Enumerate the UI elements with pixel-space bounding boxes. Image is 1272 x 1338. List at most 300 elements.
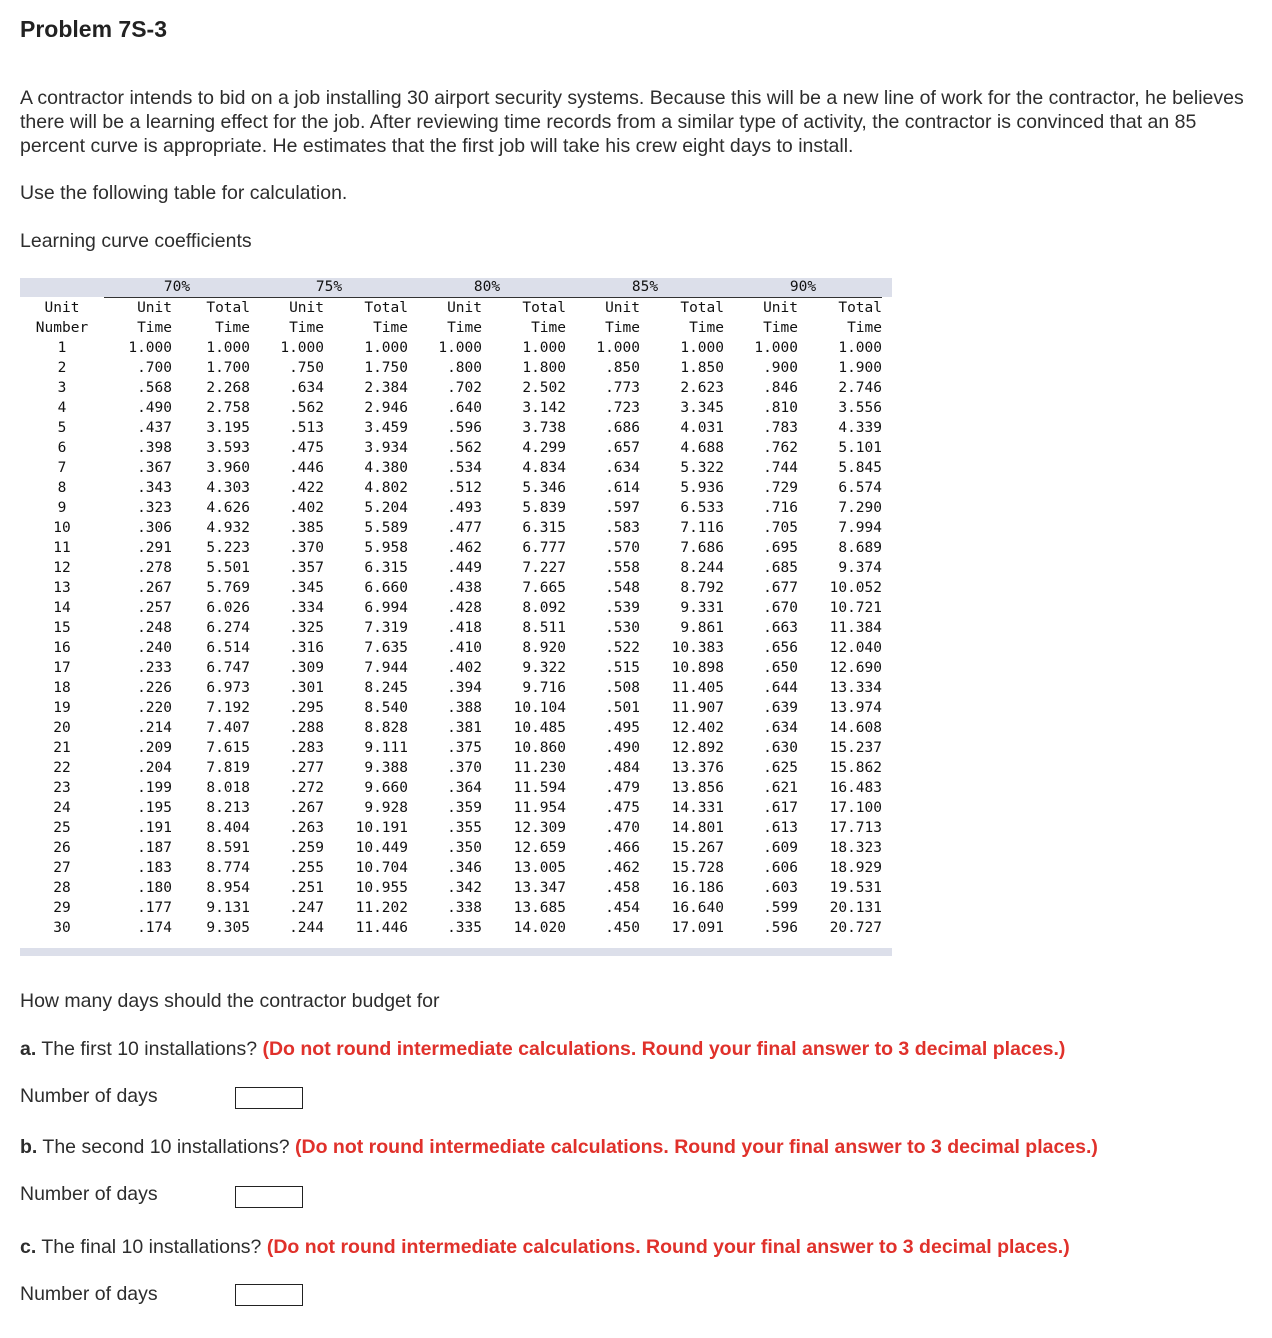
cell-total-time-75: 1.000 [364,340,408,356]
cell-unit-time-90: .639 [763,700,798,716]
table-row [20,398,882,418]
table-row [20,638,882,658]
cell-total-time-80: 4.299 [522,440,566,456]
cell-total-time-80: 10.860 [513,740,566,756]
cell-unit-time-75: .402 [289,500,324,516]
question-b-letter: b. [20,1136,38,1158]
cell-unit-time-75: .325 [289,620,324,636]
cell-unit-number: 5 [57,420,67,436]
cell-total-time-85: 16.186 [671,880,724,896]
cell-total-time-75: 6.994 [364,600,408,616]
group-header-75: 75% [250,278,408,298]
cell-unit-number: 8 [57,480,67,496]
table-row [20,598,882,618]
cell-total-time-75: 5.589 [364,520,408,536]
cell-unit-time-90: .606 [763,860,798,876]
table-row [20,818,882,838]
cell-total-time-75: 4.380 [364,460,408,476]
cell-total-time-80: 14.020 [513,920,566,936]
cell-total-time-75: 9.928 [364,800,408,816]
cell-unit-time-90: .685 [763,560,798,576]
col-header-total-time: Time [373,320,408,336]
cell-total-time-90: 10.052 [829,580,882,596]
cell-unit-number: 15 [53,620,71,636]
cell-total-time-80: 10.485 [513,720,566,736]
cell-unit-time-75: .309 [289,660,324,676]
cell-unit-time-85: .515 [605,660,640,676]
col-header-unit-time: Time [605,320,640,336]
cell-total-time-90: 5.101 [838,440,882,456]
cell-unit-time-80: .477 [447,520,482,536]
cell-unit-time-85: .570 [605,540,640,556]
cell-total-time-90: 17.713 [829,820,882,836]
cell-total-time-80: 12.309 [513,820,566,836]
group-header-90: 90% [724,278,882,298]
cell-total-time-75: 10.955 [355,880,408,896]
cell-unit-time-85: .484 [605,760,640,776]
table-row [20,698,882,718]
cell-total-time-70: 4.932 [206,520,250,536]
cell-total-time-70: 4.303 [206,480,250,496]
cell-unit-time-80: .388 [447,700,482,716]
table-row [20,838,882,858]
cell-unit-time-90: .729 [763,480,798,496]
cell-unit-time-70: .187 [137,840,172,856]
cell-total-time-80: 13.685 [513,900,566,916]
cell-unit-time-70: .291 [137,540,172,556]
cell-unit-time-70: .199 [137,780,172,796]
cell-total-time-85: 14.331 [671,800,724,816]
cell-total-time-80: 3.142 [522,400,566,416]
cell-unit-time-70: .214 [137,720,172,736]
question-a-instruction: (Do not round intermediate calculations. Round your final answer to 3 decimal places.) [262,1038,1066,1060]
cell-unit-time-80: .418 [447,620,482,636]
cell-total-time-90: 11.384 [829,620,882,636]
cell-unit-time-75: .513 [289,420,324,436]
cell-total-time-90: 5.845 [838,460,882,476]
table-row [20,478,882,498]
cell-unit-time-70: .195 [137,800,172,816]
cell-unit-time-85: .614 [605,480,640,496]
cell-unit-time-75: .251 [289,880,324,896]
col-header-unit-number: Number [35,320,89,336]
cell-total-time-90: 19.531 [829,880,882,896]
cell-unit-time-75: .750 [289,360,324,376]
cell-unit-time-80: .462 [447,540,482,556]
cell-unit-time-80: .410 [447,640,482,656]
cell-total-time-75: 2.384 [364,380,408,396]
cell-unit-time-75: .370 [289,540,324,556]
cell-unit-time-90: .695 [763,540,798,556]
table-row [20,738,882,758]
cell-unit-time-75: .422 [289,480,324,496]
cell-total-time-80: 7.227 [522,560,566,576]
cell-unit-time-80: .370 [447,760,482,776]
cell-total-time-80: 11.594 [513,780,566,796]
table-row [20,678,882,698]
cell-total-time-80: 13.347 [513,880,566,896]
cell-total-time-85: 4.031 [680,420,724,436]
cell-unit-time-85: .475 [605,800,640,816]
table-row [20,338,882,358]
cell-total-time-80: 6.777 [522,540,566,556]
cell-unit-time-90: .810 [763,400,798,416]
cell-total-time-90: 10.721 [829,600,882,616]
cell-total-time-75: 10.191 [355,820,408,836]
cell-unit-time-75: .634 [289,380,324,396]
group-header-80: 80% [408,278,566,298]
question-a-text: The first 10 installations? [41,1038,258,1060]
cell-unit-time-90: .783 [763,420,798,436]
cell-total-time-90: 13.334 [829,680,882,696]
col-header-unit-time: Time [763,320,798,336]
cell-unit-number: 30 [53,920,71,936]
cell-unit-time-80: .350 [447,840,482,856]
cell-unit-number: 1 [57,340,67,356]
cell-unit-time-90: .846 [763,380,798,396]
cell-total-time-75: 3.934 [364,440,408,456]
question-c [20,1235,1070,1259]
cell-unit-time-90: .705 [763,520,798,536]
cell-unit-number: 4 [57,400,67,416]
cell-unit-time-85: .490 [605,740,640,756]
cell-unit-number: 19 [53,700,71,716]
cell-total-time-85: 8.792 [680,580,724,596]
col-header-total-time: Total [206,300,250,316]
cell-unit-number: 9 [57,500,67,516]
cell-total-time-90: 18.929 [829,860,882,876]
question-c-letter: c. [20,1236,37,1258]
cell-unit-time-70: .278 [137,560,172,576]
cell-total-time-75: 5.204 [364,500,408,516]
col-header-unit-time: Unit [763,300,798,316]
cell-total-time-75: 11.202 [355,900,408,916]
cell-unit-time-90: .621 [763,780,798,796]
cell-total-time-70: 8.954 [206,880,250,896]
table-row [20,498,882,518]
cell-total-time-85: 12.892 [671,740,724,756]
cell-unit-time-80: .512 [447,480,482,496]
table-title: Learning curve coefficients [20,230,252,252]
cell-unit-time-70: .343 [137,480,172,496]
cell-total-time-70: 2.268 [206,380,250,396]
cell-unit-number: 3 [57,380,67,396]
cell-unit-number: 20 [53,720,71,736]
cell-unit-time-75: .385 [289,520,324,536]
cell-total-time-70: 8.774 [206,860,250,876]
cell-unit-time-85: .686 [605,420,640,436]
table-row [20,658,882,678]
cell-total-time-80: 5.839 [522,500,566,516]
table-row [20,778,882,798]
cell-unit-time-85: .479 [605,780,640,796]
cell-unit-time-80: .596 [447,420,482,436]
cell-total-time-70: 7.615 [206,740,250,756]
cell-total-time-75: 4.802 [364,480,408,496]
cell-unit-time-90: .613 [763,820,798,836]
cell-total-time-75: 3.459 [364,420,408,436]
col-header-unit-time: Unit [447,300,482,316]
question-b-text: The second 10 installations? [42,1136,290,1158]
cell-total-time-75: 1.750 [364,360,408,376]
cell-unit-time-80: .355 [447,820,482,836]
cell-total-time-75: 7.944 [364,660,408,676]
cell-total-time-85: 8.244 [680,560,724,576]
cell-total-time-90: 13.974 [829,700,882,716]
cell-total-time-75: 10.449 [355,840,408,856]
table-row [20,518,882,538]
cell-unit-time-75: .295 [289,700,324,716]
cell-total-time-90: 7.290 [838,500,882,516]
cell-unit-time-75: .446 [289,460,324,476]
cell-total-time-75: 8.828 [364,720,408,736]
cell-unit-time-70: .257 [137,600,172,616]
table-row [20,718,882,738]
cell-total-time-90: 7.994 [838,520,882,536]
table-row [20,918,882,938]
cell-total-time-75: 7.319 [364,620,408,636]
cell-total-time-85: 11.907 [671,700,724,716]
cell-unit-time-80: .640 [447,400,482,416]
cell-unit-time-70: .700 [137,360,172,376]
cell-total-time-85: 6.533 [680,500,724,516]
cell-unit-number: 12 [53,560,71,576]
cell-total-time-80: 8.092 [522,600,566,616]
page-title: Problem 7S-3 [20,16,167,42]
cell-total-time-70: 3.195 [206,420,250,436]
cell-total-time-70: 8.018 [206,780,250,796]
table-row [20,418,882,438]
col-header-total-time: Total [522,300,566,316]
table-row [20,878,882,898]
cell-unit-time-80: 1.000 [438,340,482,356]
cell-unit-time-80: .338 [447,900,482,916]
cell-total-time-70: 7.819 [206,760,250,776]
table-row [20,438,882,458]
cell-total-time-85: 2.623 [680,380,724,396]
cell-unit-number: 28 [53,880,71,896]
cell-total-time-75: 6.315 [364,560,408,576]
cell-total-time-80: 5.346 [522,480,566,496]
cell-unit-time-70: .267 [137,580,172,596]
cell-total-time-70: 3.960 [206,460,250,476]
cell-unit-time-70: .398 [137,440,172,456]
cell-unit-time-70: .437 [137,420,172,436]
cell-unit-time-70: .183 [137,860,172,876]
cell-total-time-75: 8.245 [364,680,408,696]
table-row [20,618,882,638]
cell-unit-number: 22 [53,760,71,776]
cell-total-time-90: 15.862 [829,760,882,776]
cell-unit-time-85: .558 [605,560,640,576]
cell-unit-time-70: .191 [137,820,172,836]
cell-unit-time-80: .562 [447,440,482,456]
use-table-note: Use the following table for calculation. [20,182,348,204]
cell-total-time-70: 1.000 [206,340,250,356]
cell-total-time-70: 3.593 [206,440,250,456]
answer-c-label: Number of days [20,1283,158,1305]
cell-total-time-70: 6.274 [206,620,250,636]
cell-unit-time-75: .244 [289,920,324,936]
cell-total-time-80: 1.800 [522,360,566,376]
cell-unit-time-80: .359 [447,800,482,816]
cell-unit-number: 11 [53,540,71,556]
cell-unit-time-85: 1.000 [596,340,640,356]
cell-total-time-90: 20.727 [829,920,882,936]
cell-unit-time-75: .267 [289,800,324,816]
cell-unit-time-75: .255 [289,860,324,876]
cell-unit-time-90: 1.000 [754,340,798,356]
cell-total-time-90: 1.900 [838,360,882,376]
cell-total-time-75: 5.958 [364,540,408,556]
cell-unit-time-80: .438 [447,580,482,596]
table-row [20,458,882,478]
cell-unit-time-70: .209 [137,740,172,756]
cell-unit-time-70: .177 [137,900,172,916]
cell-unit-number: 23 [53,780,71,796]
answer-a-label: Number of days [20,1085,158,1107]
cell-unit-time-90: .596 [763,920,798,936]
cell-unit-number: 29 [53,900,71,916]
cell-total-time-70: 9.131 [206,900,250,916]
cell-total-time-70: 5.501 [206,560,250,576]
table-footer-band [20,948,892,956]
col-header-total-time: Time [531,320,566,336]
cell-unit-time-90: .716 [763,500,798,516]
cell-total-time-70: 5.223 [206,540,250,556]
cell-total-time-70: 2.758 [206,400,250,416]
cell-unit-time-85: .583 [605,520,640,536]
cell-unit-time-75: .562 [289,400,324,416]
cell-total-time-80: 13.005 [513,860,566,876]
cell-total-time-80: 7.665 [522,580,566,596]
problem-intro: A contractor intends to bid on a job installing 30 airport security systems. Because this will be a new line of work for the contractor, he believes there will be a learning effect for the job. After reviewing time records from a similar type of activity, the contractor is convinced that an 85 percent curve is appropriate. He estimates that the first job will take his crew eight days to install. [20,87,1244,157]
cell-total-time-80: 11.954 [513,800,566,816]
cell-total-time-85: 1.000 [680,340,724,356]
cell-total-time-70: 9.305 [206,920,250,936]
learning-curve-table [20,278,882,938]
cell-total-time-80: 8.511 [522,620,566,636]
answer-c-input[interactable] [235,1284,303,1306]
cell-total-time-75: 7.635 [364,640,408,656]
cell-total-time-85: 17.091 [671,920,724,936]
cell-unit-time-90: .625 [763,760,798,776]
cell-total-time-85: 5.936 [680,480,724,496]
cell-unit-time-85: .501 [605,700,640,716]
cell-unit-time-70: .323 [137,500,172,516]
cell-unit-time-90: .670 [763,600,798,616]
cell-total-time-90: 12.690 [829,660,882,676]
cell-unit-number: 2 [57,360,67,376]
cell-unit-number: 24 [53,800,71,816]
learning-curve-table-container [20,278,892,956]
cell-unit-time-90: .617 [763,800,798,816]
cell-unit-time-80: .364 [447,780,482,796]
cell-total-time-85: 13.856 [671,780,724,796]
cell-unit-number: 7 [57,460,67,476]
question-a-letter: a. [20,1038,37,1060]
table-row [20,798,882,818]
cell-total-time-70: 8.404 [206,820,250,836]
cell-unit-time-80: .381 [447,720,482,736]
cell-unit-time-85: .597 [605,500,640,516]
question-a [20,1037,1065,1061]
cell-unit-time-90: .900 [763,360,798,376]
cell-unit-time-85: .522 [605,640,640,656]
cell-total-time-85: 3.345 [680,400,724,416]
cell-total-time-85: 12.402 [671,720,724,736]
group-header-blank [20,278,104,298]
cell-total-time-70: 6.026 [206,600,250,616]
col-header-total-time: Total [364,300,408,316]
cell-total-time-85: 14.801 [671,820,724,836]
cell-total-time-90: 14.608 [829,720,882,736]
cell-total-time-75: 8.540 [364,700,408,716]
cell-unit-time-80: .394 [447,680,482,696]
table-row [20,378,882,398]
cell-unit-time-75: .357 [289,560,324,576]
cell-total-time-80: 4.834 [522,460,566,476]
cell-total-time-85: 1.850 [680,360,724,376]
cell-total-time-80: 11.230 [513,760,566,776]
cell-unit-time-70: .233 [137,660,172,676]
cell-total-time-75: 2.946 [364,400,408,416]
cell-unit-time-90: .644 [763,680,798,696]
cell-unit-number: 16 [53,640,71,656]
cell-unit-time-70: .174 [137,920,172,936]
cell-unit-time-85: .462 [605,860,640,876]
cell-total-time-80: 6.315 [522,520,566,536]
cell-total-time-80: 2.502 [522,380,566,396]
question-b-instruction: (Do not round intermediate calculations. Round your final answer to 3 decimal places.) [295,1136,1098,1158]
cell-unit-time-85: .454 [605,900,640,916]
column-header-row-1 [20,298,882,319]
col-header-unit-time: Unit [137,300,172,316]
table-row [20,858,882,878]
cell-total-time-90: 4.339 [838,420,882,436]
cell-total-time-75: 6.660 [364,580,408,596]
group-header-85: 85% [566,278,724,298]
col-header-total-time: Total [680,300,724,316]
cell-unit-time-75: .334 [289,600,324,616]
cell-unit-time-70: .248 [137,620,172,636]
answer-b-input[interactable] [235,1186,303,1208]
cell-unit-time-90: .656 [763,640,798,656]
table-row [20,758,882,778]
question-c-instruction: (Do not round intermediate calculations. Round your final answer to 3 decimal places.) [266,1236,1070,1258]
cell-unit-time-90: .634 [763,720,798,736]
cell-unit-time-80: .428 [447,600,482,616]
cell-unit-time-80: .702 [447,380,482,396]
cell-unit-time-85: .470 [605,820,640,836]
col-header-unit-number: Unit [44,299,80,316]
cell-unit-time-85: .450 [605,920,640,936]
table-row [20,538,882,558]
answer-a-input[interactable] [235,1087,303,1109]
cell-total-time-85: 9.331 [680,600,724,616]
question-intro: How many days should the contractor budget for [20,990,440,1012]
cell-total-time-70: 6.747 [206,660,250,676]
cell-unit-time-70: .226 [137,680,172,696]
table-row [20,358,882,378]
cell-total-time-75: 11.446 [355,920,408,936]
cell-total-time-90: 16.483 [829,780,882,796]
cell-unit-number: 6 [57,440,67,456]
cell-unit-time-75: .277 [289,760,324,776]
cell-total-time-70: 6.514 [206,640,250,656]
cell-unit-time-75: .272 [289,780,324,796]
cell-unit-time-75: .301 [289,680,324,696]
